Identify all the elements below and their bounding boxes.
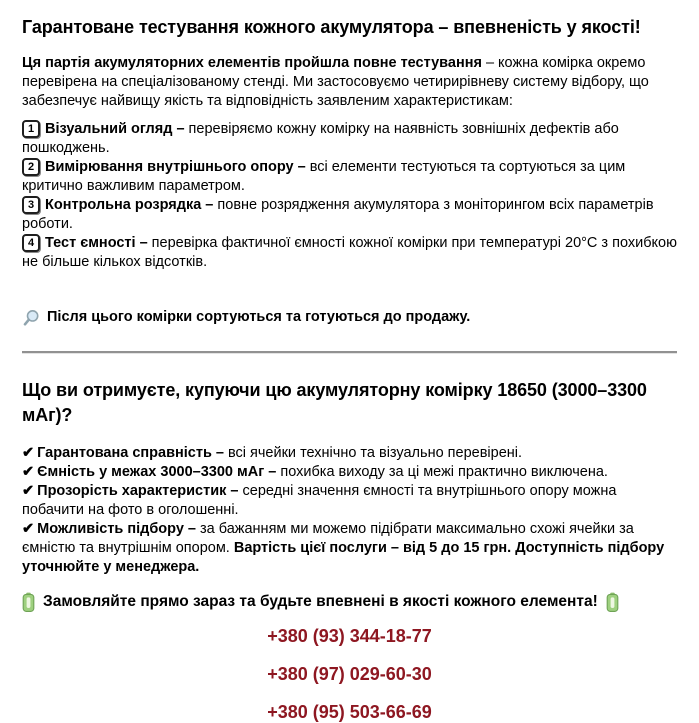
- cta-line: [22, 591, 677, 613]
- magnifier-icon: [22, 309, 40, 327]
- check-icon: ✔: [22, 464, 35, 480]
- battery-icon: [22, 592, 35, 612]
- step-3-text: повне розрядження акумулятора з моніторингом всіх параметрів роботи.: [22, 197, 654, 232]
- step-1-text: перевіряємо кожну комірку на наявність зовнішніх дефектів або пошкоджень.: [22, 121, 619, 156]
- step-4-text: перевірка фактичної ємності кожної комірки при температурі 20°C з похибкою не більше кількох відсотків.: [22, 235, 677, 270]
- step-2-title: Вимірювання внутрішнього опору –: [45, 159, 306, 175]
- benefit-4-title: Можливість підбору –: [37, 521, 196, 537]
- check-icon: ✔: [22, 521, 35, 537]
- benefit-3: [22, 482, 677, 520]
- check-icon: ✔: [22, 483, 35, 499]
- page-title: Гарантоване тестування кожного акумулятора – впевненість у якості!: [22, 17, 641, 37]
- benefit-1: [22, 444, 677, 463]
- sorting-note: [22, 308, 677, 327]
- benefit-4-text: за бажанням ми можемо підібрати максимально схожі ячейки за ємністю та внутрішнім опором.: [22, 521, 634, 556]
- test-step-4: [22, 234, 677, 272]
- battery-icon: [606, 592, 619, 612]
- step-2-text: всі елементи тестуються та сортуються за цим критично важливим параметром.: [22, 159, 626, 194]
- test-steps-list: [22, 120, 677, 272]
- test-step-1: [22, 120, 677, 158]
- benefit-2: [22, 463, 677, 482]
- benefit-3-text: середні значення ємності та внутрішнього опору можна побачити на фото в оголошенні.: [22, 483, 617, 518]
- keycap-1-icon: 1: [22, 120, 40, 138]
- benefit-1-title: Гарантована справність –: [37, 445, 224, 461]
- offer-heading: Що ви отримуєте, купуючи цю акумуляторну комірку 18650 (3000–3300 мАг)?: [22, 380, 647, 425]
- keycap-2-icon: 2: [22, 158, 40, 176]
- step-3-title: Контрольна розрядка –: [45, 197, 214, 213]
- phone-numbers: [22, 625, 677, 723]
- benefit-2-text: похибка виходу за ці межі практично виключена.: [276, 464, 608, 480]
- benefit-4: [22, 520, 677, 577]
- test-step-2: [22, 158, 677, 196]
- check-icon: ✔: [22, 445, 35, 461]
- benefit-1-text: всі ячейки технічно та візуально перевірені.: [223, 445, 523, 461]
- step-1-title: Візуальний огляд –: [45, 121, 185, 137]
- intro-paragraph: [22, 54, 677, 111]
- benefit-3-title: Прозорість характеристик –: [37, 483, 239, 499]
- keycap-4-icon: 4: [22, 234, 40, 252]
- phone-number-3: +380 (95) 503-66-69: [267, 702, 432, 722]
- keycap-3-icon: 3: [22, 196, 40, 214]
- phone-number-2: +380 (97) 029-60-30: [267, 664, 432, 684]
- phone-number-1: +380 (93) 344-18-77: [267, 626, 432, 646]
- benefit-2-title: Ємність у межах 3000–3300 мАг –: [37, 464, 277, 480]
- test-step-3: [22, 196, 677, 234]
- section-divider: [22, 351, 677, 354]
- benefit-4-bold-tail: Вартість цієї послуги – від 5 до 15 грн. Доступність підбору уточнюйте у менеджера.: [22, 540, 665, 575]
- cta-text: Замовляйте прямо зараз та будьте впевнені в якості кожного елемента!: [43, 593, 598, 610]
- sorting-note-text: Після цього комірки сортуються та готуються до продажу.: [47, 309, 471, 325]
- intro-rest-text: – кожна комірка окремо перевірена на спеціалізованому стенді. Ми застосовуємо четирирівневу систему відбору, що забезпечує найвищу якість та відповідність заявленим характеристикам:: [22, 55, 649, 109]
- intro-bold-text: Ця партія акумуляторних елементів пройшла повне тестування: [22, 55, 482, 71]
- benefits-list: [22, 444, 677, 577]
- step-4-title: Тест ємності –: [45, 235, 148, 251]
